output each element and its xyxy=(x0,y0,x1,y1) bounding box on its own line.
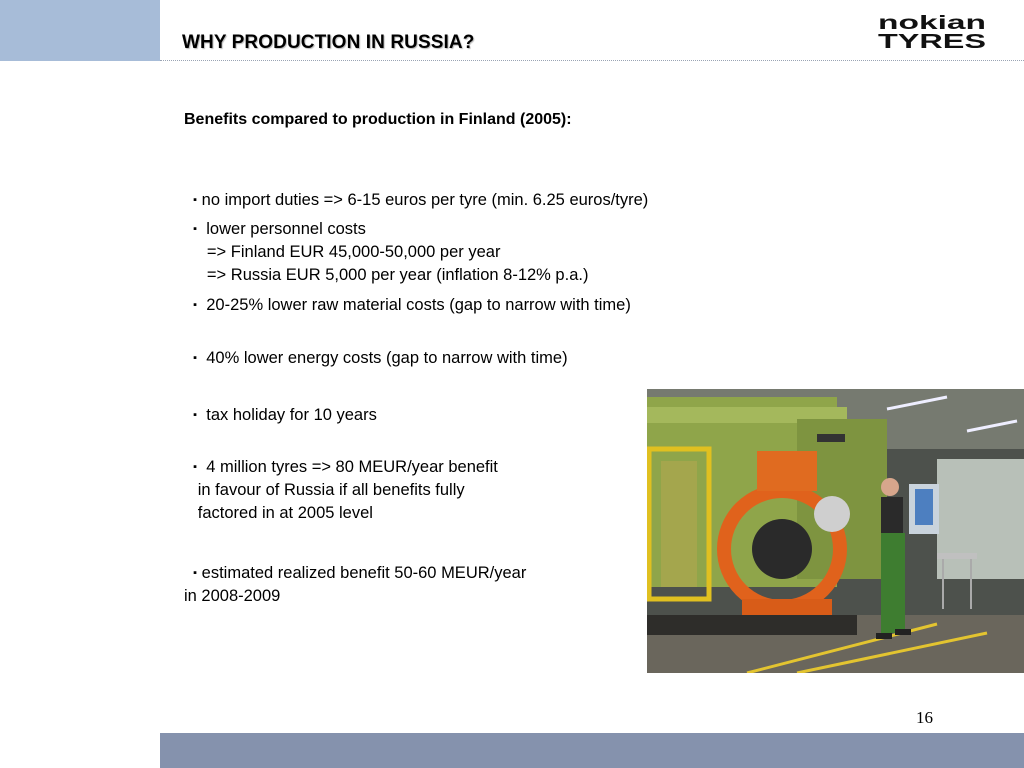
logo-text-top: nokian xyxy=(878,14,986,34)
factory-photo xyxy=(647,389,1024,673)
bullet-line: factored in at 2005 level xyxy=(184,504,373,522)
bullet-icon: ▪ xyxy=(193,461,198,473)
logo-text-bottom: TYRES xyxy=(878,31,986,50)
bullet-line: 40% lower energy costs (gap to narrow with time) xyxy=(201,349,568,367)
bullet-line: 20-25% lower raw material costs (gap to narrow with time) xyxy=(201,296,631,314)
bullet-line: lower personnel costs xyxy=(201,220,366,238)
header-divider xyxy=(160,60,1024,61)
corner-block xyxy=(0,0,160,61)
subtitle: Benefits compared to production in Finland (2005): xyxy=(184,111,572,128)
bullet-line: 4 million tyres => 80 MEUR/year benefit xyxy=(201,458,498,476)
bullet-item xyxy=(184,271,631,317)
bullet-icon: ▪ xyxy=(193,352,198,364)
bullet-item xyxy=(184,433,498,525)
bullet-icon: ▪ xyxy=(193,299,198,311)
bullet-line: in 2008-2009 xyxy=(184,587,281,605)
footer-bar xyxy=(160,733,1024,768)
bullet-item xyxy=(184,381,377,427)
bullet-line: => Finland EUR 45,000-50,000 per year xyxy=(184,243,501,261)
page-number: 16 xyxy=(916,708,933,727)
nokian-tyres-logo xyxy=(876,14,988,50)
page-title: WHY PRODUCTION IN RUSSIA? xyxy=(182,32,475,53)
bullet-item xyxy=(184,539,526,608)
bullet-item xyxy=(184,324,568,370)
bullet-line: in favour of Russia if all benefits fully xyxy=(184,481,465,499)
bullet-icon: ▪ xyxy=(193,567,198,579)
bullet-line: => Russia EUR 5,000 per year (inflation 8-12% p.a.) xyxy=(184,266,589,284)
bullet-line: no import duties => 6-15 euros per tyre (min. 6.25 euros/tyre) xyxy=(201,191,649,209)
bullet-line: tax holiday for 10 years xyxy=(201,406,377,424)
factory-photo-illustration xyxy=(647,389,1024,673)
bullet-icon: ▪ xyxy=(193,194,198,206)
bullet-icon: ▪ xyxy=(193,223,198,235)
bullet-icon: ▪ xyxy=(193,409,198,421)
bullet-line: estimated realized benefit 50-60 MEUR/year xyxy=(201,564,527,582)
